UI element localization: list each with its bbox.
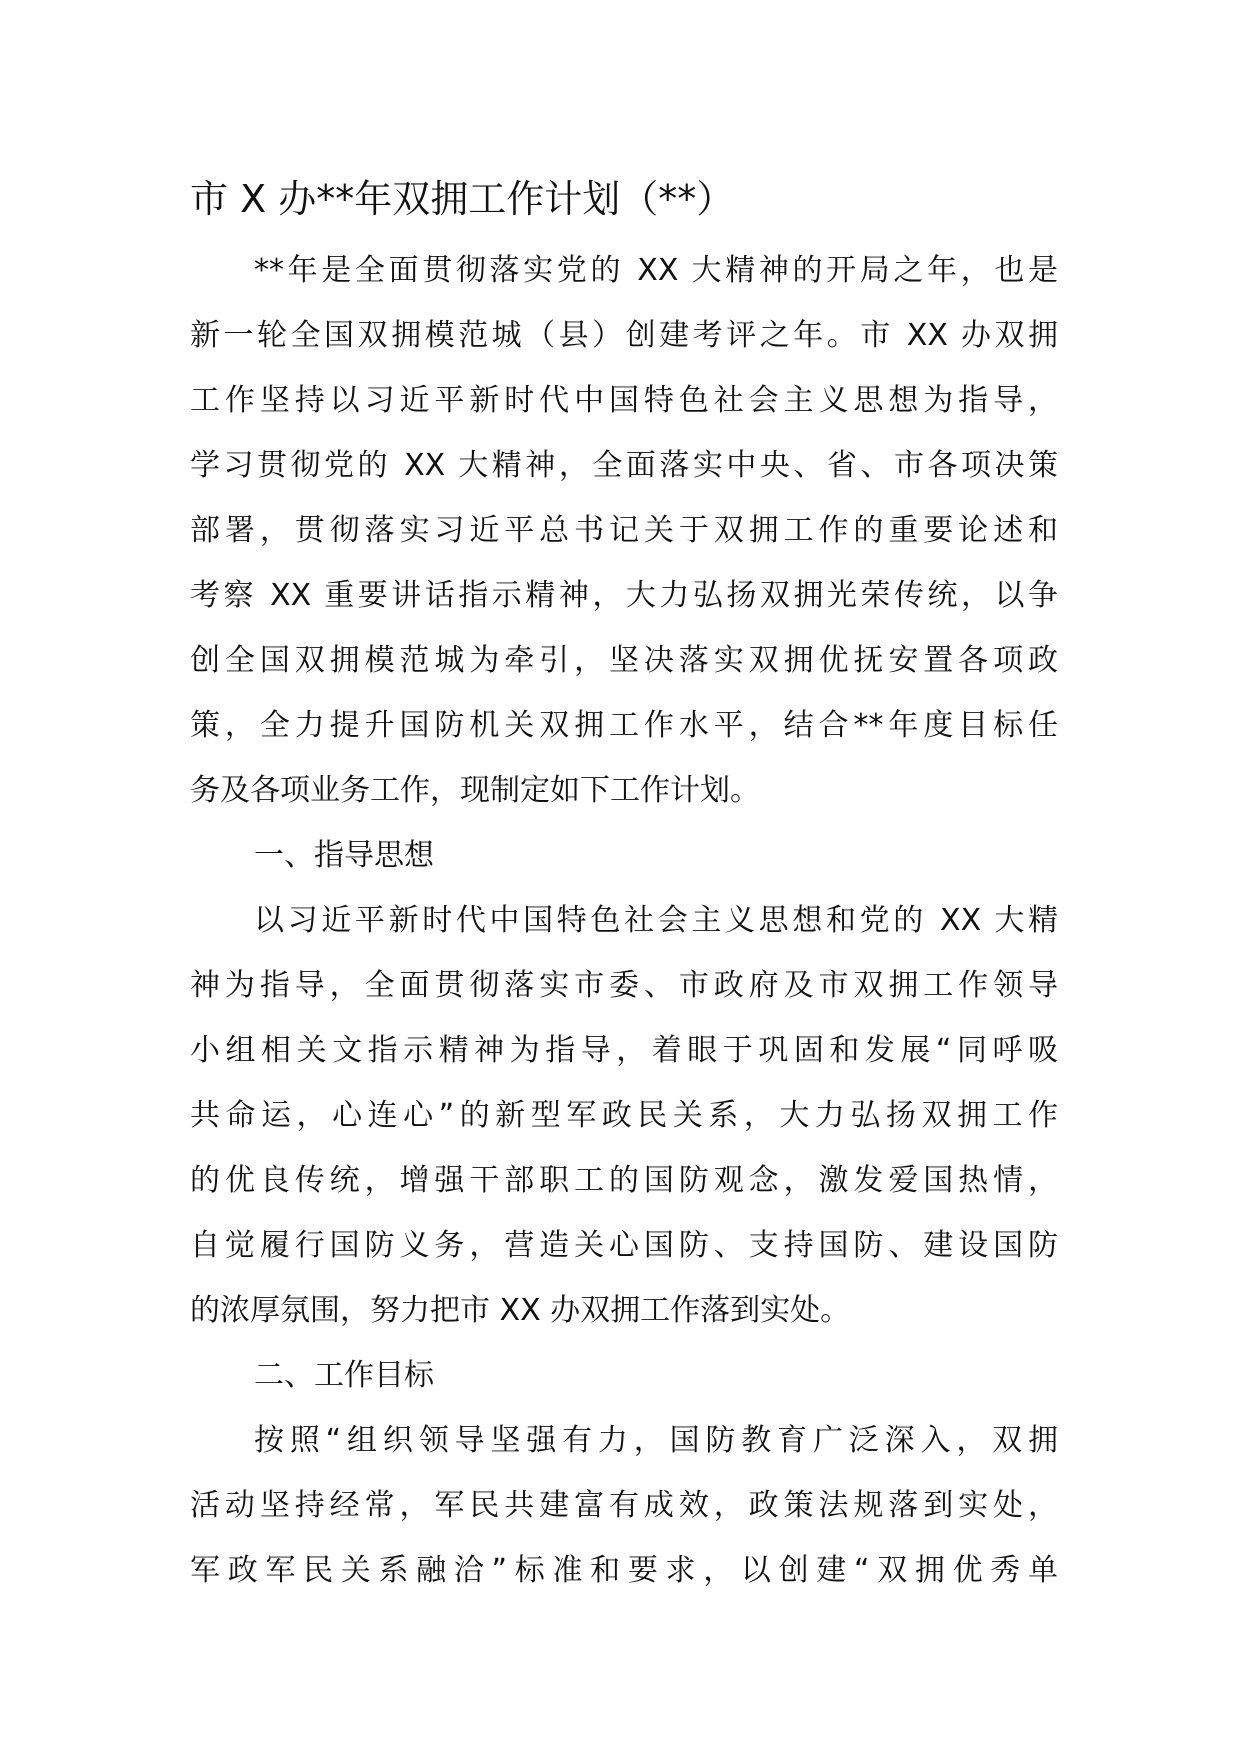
text-line: 军政军民关系融洽”标准和要求，以创建“双拥优秀单	[190, 1553, 1058, 1588]
text-line: 二、工作目标	[254, 1358, 434, 1393]
text-line: 按照“组织领导坚强有力，国防教育广泛深入，双拥	[254, 1423, 1058, 1458]
text-line: 考察 XX 重要讲话指示精神，大力弘扬双拥光荣传统，以争	[190, 578, 1058, 613]
text-line: 以习近平新时代中国特色社会主义思想和党的 XX 大精	[254, 903, 1058, 938]
text-line: 活动坚持经常，军民共建富有成效，政策法规落到实处，	[190, 1488, 1058, 1523]
text-line: 学习贯彻党的 XX 大精神，全面落实中央、省、市各项决策	[190, 448, 1058, 483]
text-line: 务及各项业务工作，现制定如下工作计划。	[190, 773, 760, 808]
text-line: 自觉履行国防义务，营造关心国防、支持国防、建设国防	[190, 1228, 1058, 1263]
document-body	[190, 238, 1058, 1603]
text-line: 新一轮全国双拥模范城（县）创建考评之年。市 XX 办双拥	[190, 318, 1058, 353]
document-title: 市 X 办**年双拥工作计划（**）	[190, 177, 735, 221]
text-line: **年是全面贯彻落实党的 XX 大精神的开局之年，也是	[254, 253, 1058, 288]
text-line: 共命运，心连心”的新型军政民关系，大力弘扬双拥工作	[190, 1098, 1058, 1133]
text-line: 创全国双拥模范城为牵引，坚决落实双拥优抚安置各项政	[190, 643, 1058, 678]
text-line: 部署，贯彻落实习近平总书记关于双拥工作的重要论述和	[190, 513, 1058, 548]
text-line: 神为指导，全面贯彻落实市委、市政府及市双拥工作领导	[190, 968, 1058, 1003]
text-line: 的浓厚氛围，努力把市 XX 办双拥工作落到实处。	[190, 1293, 851, 1328]
text-line: 的优良传统，增强干部职工的国防观念，激发爱国热情，	[190, 1163, 1058, 1198]
text-line: 一、指导思想	[254, 838, 434, 873]
text-line: 策，全力提升国防机关双拥工作水平，结合**年度目标任	[190, 708, 1058, 743]
text-line: 小组相关文指示精神为指导，着眼于巩固和发展“同呼吸	[190, 1033, 1058, 1068]
text-line: 工作坚持以习近平新时代中国特色社会主义思想为指导，	[190, 383, 1058, 418]
